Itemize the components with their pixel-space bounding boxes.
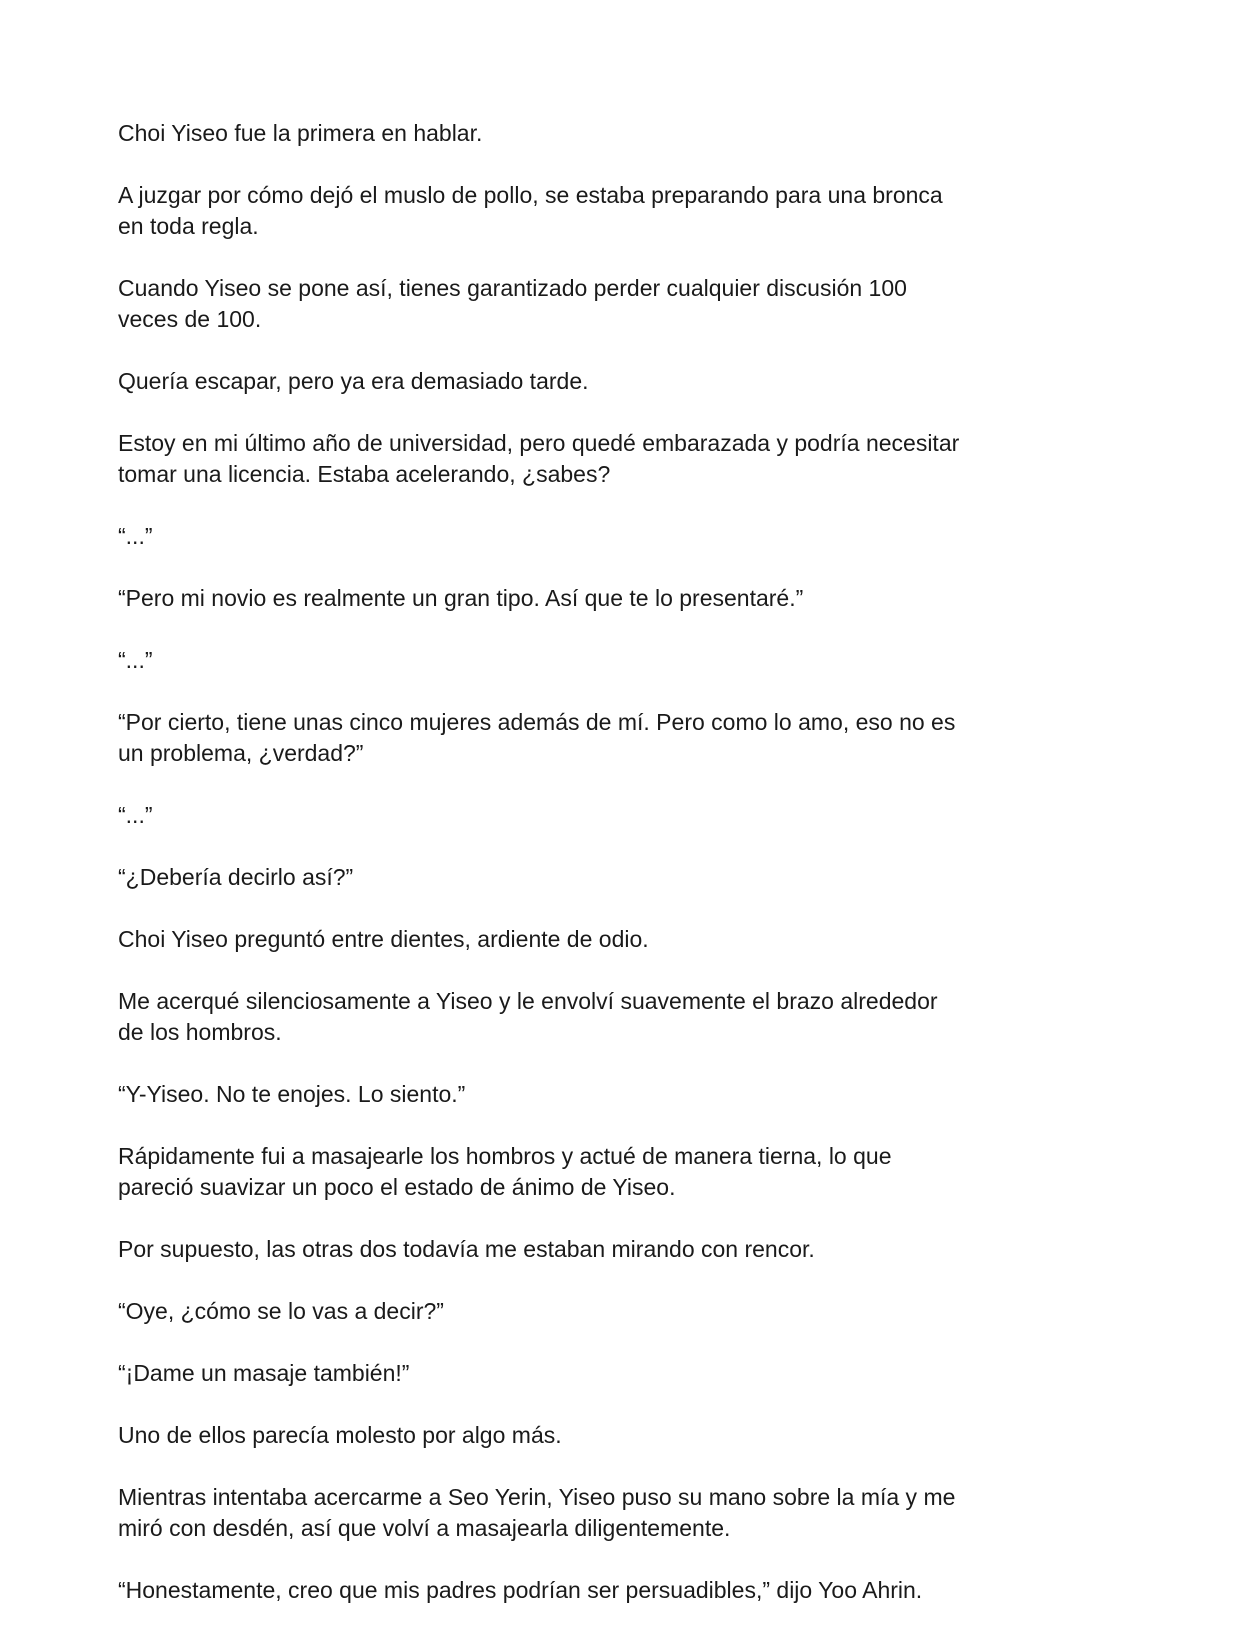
paragraph: “Oye, ¿cómo se lo vas a decir?”: [118, 1298, 444, 1324]
paragraph: Estoy en mi último año de universidad, pero quedé embarazada y podría necesitar tomar una licencia. Estaba acelerando, ¿sabes?: [118, 430, 960, 487]
document-body: [118, 118, 1123, 1637]
paragraph: Rápidamente fui a masajearle los hombros y actué de manera tierna, lo que pareció suavizar un poco el estado de ánimo de Yiseo.: [118, 1143, 892, 1200]
paragraph: Uno de ellos parecía molesto por algo más.: [118, 1422, 562, 1448]
paragraph: Choi Yiseo fue la primera en hablar.: [118, 120, 483, 146]
paragraph: Mientras intentaba acercarme a Seo Yerin, Yiseo puso su mano sobre la mía y me miró con desdén, así que volví a masajearla diligentemente.: [118, 1484, 956, 1541]
paragraph: “Y-Yiseo. No te enojes. Lo siento.”: [118, 1081, 466, 1107]
paragraph: “¡Dame un masaje también!”: [118, 1360, 410, 1386]
paragraph: “...”: [118, 647, 153, 673]
paragraph: “Por cierto, tiene unas cinco mujeres además de mí. Pero como lo amo, eso no es un problema, ¿verdad?”: [118, 709, 956, 766]
paragraph: “¿Debería decirlo así?”: [118, 864, 354, 890]
paragraph: Por supuesto, las otras dos todavía me estaban mirando con rencor.: [118, 1236, 815, 1262]
paragraph: Me acerqué silenciosamente a Yiseo y le envolví suavemente el brazo alrededor de los hombros.: [118, 988, 938, 1045]
paragraph: A juzgar por cómo dejó el muslo de pollo, se estaba preparando para una bronca en toda regla.: [118, 182, 943, 239]
paragraph: “Pero mi novio es realmente un gran tipo. Así que te lo presentaré.”: [118, 585, 804, 611]
paragraph: “...”: [118, 802, 153, 828]
paragraph: Quería escapar, pero ya era demasiado tarde.: [118, 368, 589, 394]
paragraph: Cuando Yiseo se pone así, tienes garantizado perder cualquier discusión 100 veces de 100.: [118, 275, 907, 332]
paragraph: “...”: [118, 523, 153, 549]
paragraph: Choi Yiseo preguntó entre dientes, ardiente de odio.: [118, 926, 649, 952]
paragraph: “Honestamente, creo que mis padres podrían ser persuadibles,” dijo Yoo Ahrin.: [118, 1577, 923, 1603]
